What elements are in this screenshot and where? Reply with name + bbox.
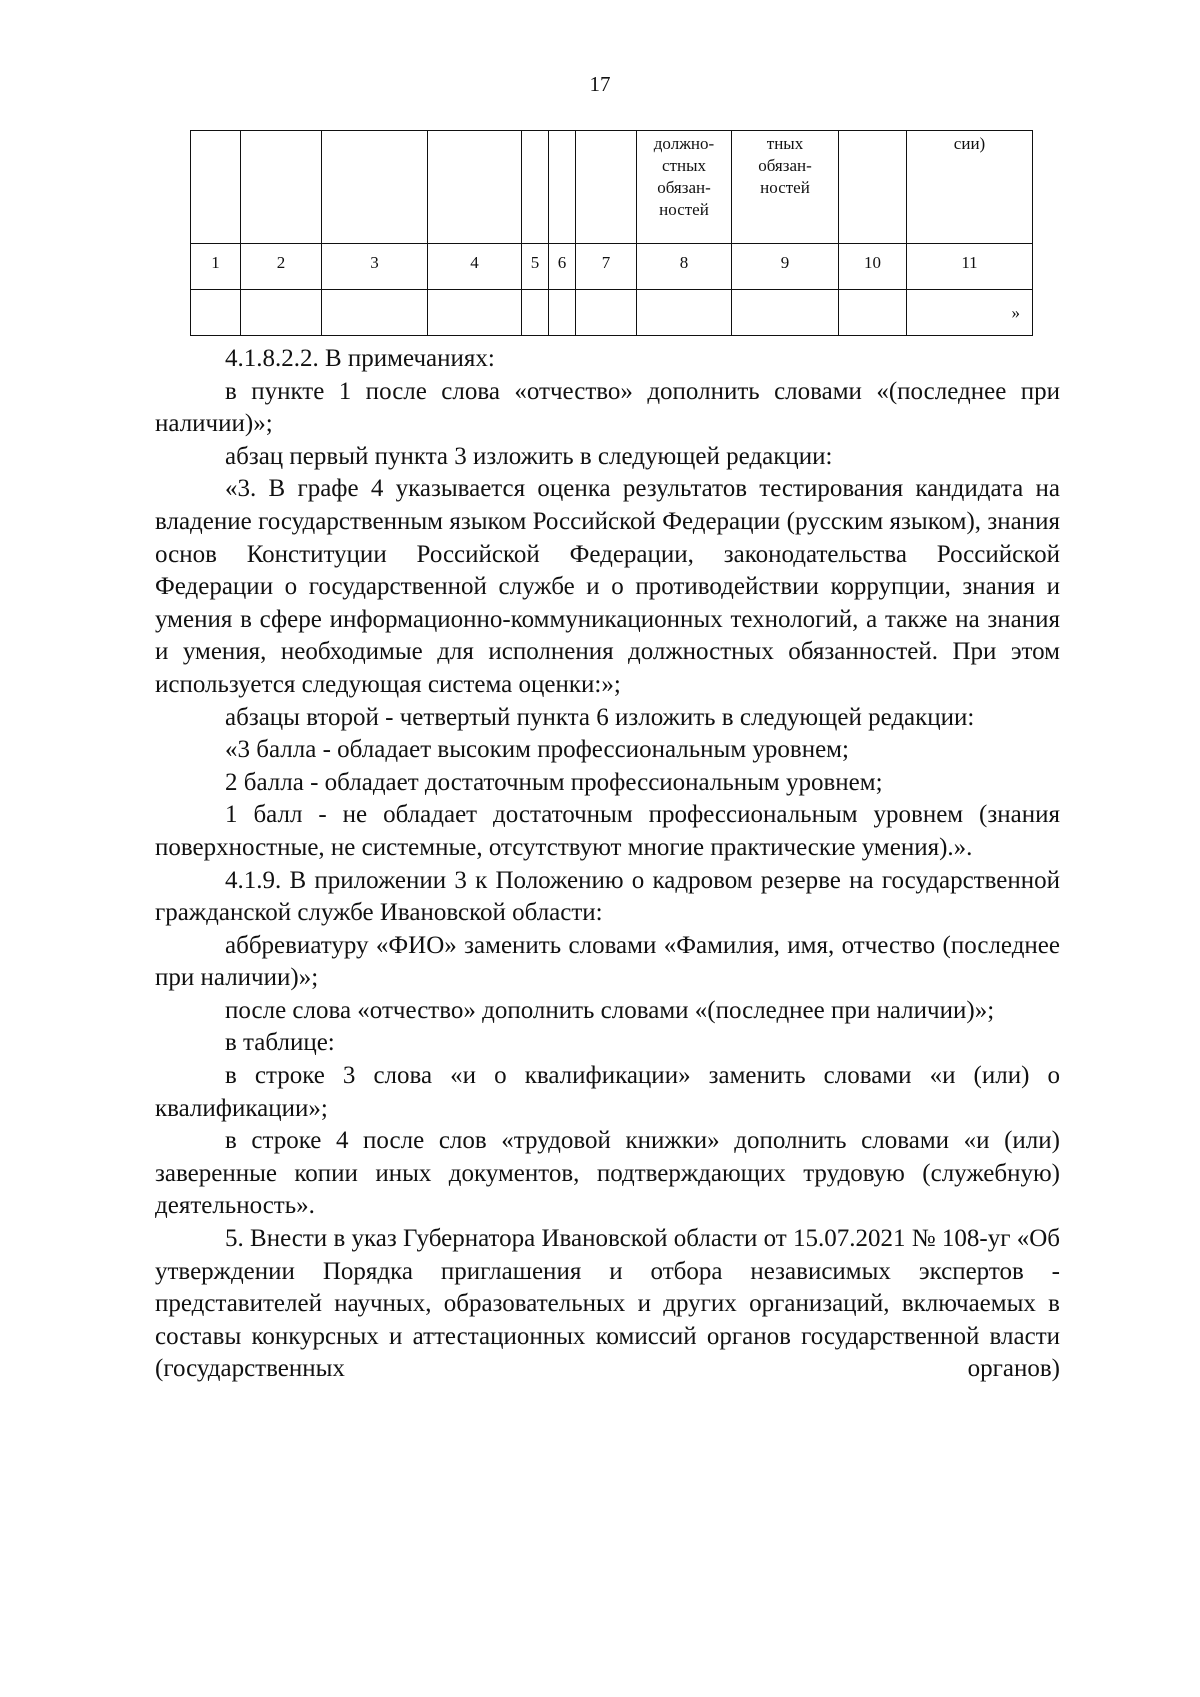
table-cell: 1 bbox=[191, 244, 241, 290]
paragraph: «3. В графе 4 указывается оценка результатов тестирования кандидата на владение государственным языком Российской Федерации (русским языком), знания основ Конституции Российской Федерации, законодательства Российской Федерации о государственной службе и о противодействии коррупции, знания и умения в сфере информационно-коммуникационных технологий, а также на знания и умения, необходимые для исполнения должностных обязанностей. При этом используется следующая система оценки:»; bbox=[155, 475, 1060, 698]
paragraph: 4.1.9. В приложении 3 к Положению о кадровом резерве на государственной гражданской службе Ивановской области: bbox=[155, 866, 1060, 927]
form-table-fragment bbox=[190, 130, 1033, 336]
paragraph: в строке 4 после слов «трудовой книжки» дополнить словами «и (или) заверенные копии иных документов, подтверждающих трудовую (служебную) деятельность». bbox=[155, 1127, 1060, 1220]
table-cell bbox=[241, 131, 322, 244]
paragraph: «3 балла - обладает высоким профессиональным уровнем; bbox=[225, 736, 849, 764]
table-cell bbox=[839, 290, 907, 336]
table-cell: 4 bbox=[428, 244, 522, 290]
table-column-numbers-row bbox=[191, 244, 1033, 290]
table-cell: 8 bbox=[637, 244, 732, 290]
table-cell bbox=[428, 131, 522, 244]
table-cell: сии) bbox=[907, 131, 1033, 244]
paragraph: 2 балла - обладает достаточным профессиональным уровнем; bbox=[225, 768, 883, 796]
paragraph: 5. Внести в указ Губернатора Ивановской области от 15.07.2021 № 108-уг «Об утверждении Порядка приглашения и отбора независимых экспертов - представителей научных, образовательных и других организаций, включаемых в составы конкурсных и аттестационных комиссий органов государственной власти (государственных органов) bbox=[155, 1225, 1060, 1383]
table-cell: 3 bbox=[322, 244, 428, 290]
table-cell bbox=[428, 290, 522, 336]
table-cell bbox=[549, 290, 576, 336]
table-cell bbox=[637, 290, 732, 336]
table-cell bbox=[522, 131, 549, 244]
table-cell bbox=[576, 290, 637, 336]
table-empty-row bbox=[191, 290, 1033, 336]
table-cell bbox=[322, 290, 428, 336]
closing-quote-cell bbox=[907, 290, 1033, 336]
table-cell: 2 bbox=[241, 244, 322, 290]
closing-quote: » bbox=[1011, 302, 1020, 322]
table-cell: 7 bbox=[576, 244, 637, 290]
document-body bbox=[155, 343, 1060, 1386]
table-cell bbox=[732, 290, 839, 336]
table-cell bbox=[191, 131, 241, 244]
table-cell: 9 bbox=[732, 244, 839, 290]
table-cell bbox=[191, 290, 241, 336]
paragraph: в строке 3 слова «и о квалификации» заменить словами «и (или) о квалификации»; bbox=[155, 1062, 1060, 1122]
paragraph: в таблице: bbox=[225, 1029, 335, 1057]
table-cell bbox=[322, 131, 428, 244]
page-number: 17 bbox=[589, 72, 611, 96]
table-cell: 11 bbox=[907, 244, 1033, 290]
paragraph: в пункте 1 после слова «отчество» дополнить словами «(последнее при наличии)»; bbox=[155, 377, 1060, 438]
table-cell bbox=[241, 290, 322, 336]
table-cell: 5 bbox=[522, 244, 549, 290]
paragraph: 1 балл - не обладает достаточным профессиональным уровнем (знания поверхностные, не системные, отсутствуют многие практические умения).». bbox=[155, 801, 1060, 861]
table-header-row bbox=[191, 131, 1033, 244]
table-cell bbox=[522, 290, 549, 336]
table-cell bbox=[576, 131, 637, 244]
paragraph: после слова «отчество» дополнить словами «(последнее при наличии)»; bbox=[225, 996, 995, 1024]
table-cell: должно- стных обязан- ностей bbox=[637, 131, 732, 244]
paragraph: абзац первый пункта 3 изложить в следующей редакции: bbox=[225, 442, 833, 470]
table-cell: 10 bbox=[839, 244, 907, 290]
table-cell bbox=[839, 131, 907, 244]
table-cell bbox=[549, 131, 576, 244]
table-cell: тных обязан- ностей bbox=[732, 131, 839, 244]
paragraph: аббревиатуру «ФИО» заменить словами «Фамилия, имя, отчество (последнее при наличии)»; bbox=[155, 931, 1060, 992]
table-cell: 6 bbox=[549, 244, 576, 290]
paragraph: абзацы второй - четвертый пункта 6 изложить в следующей редакции: bbox=[225, 703, 975, 731]
paragraph: 4.1.8.2.2. В примечаниях: bbox=[225, 345, 495, 372]
